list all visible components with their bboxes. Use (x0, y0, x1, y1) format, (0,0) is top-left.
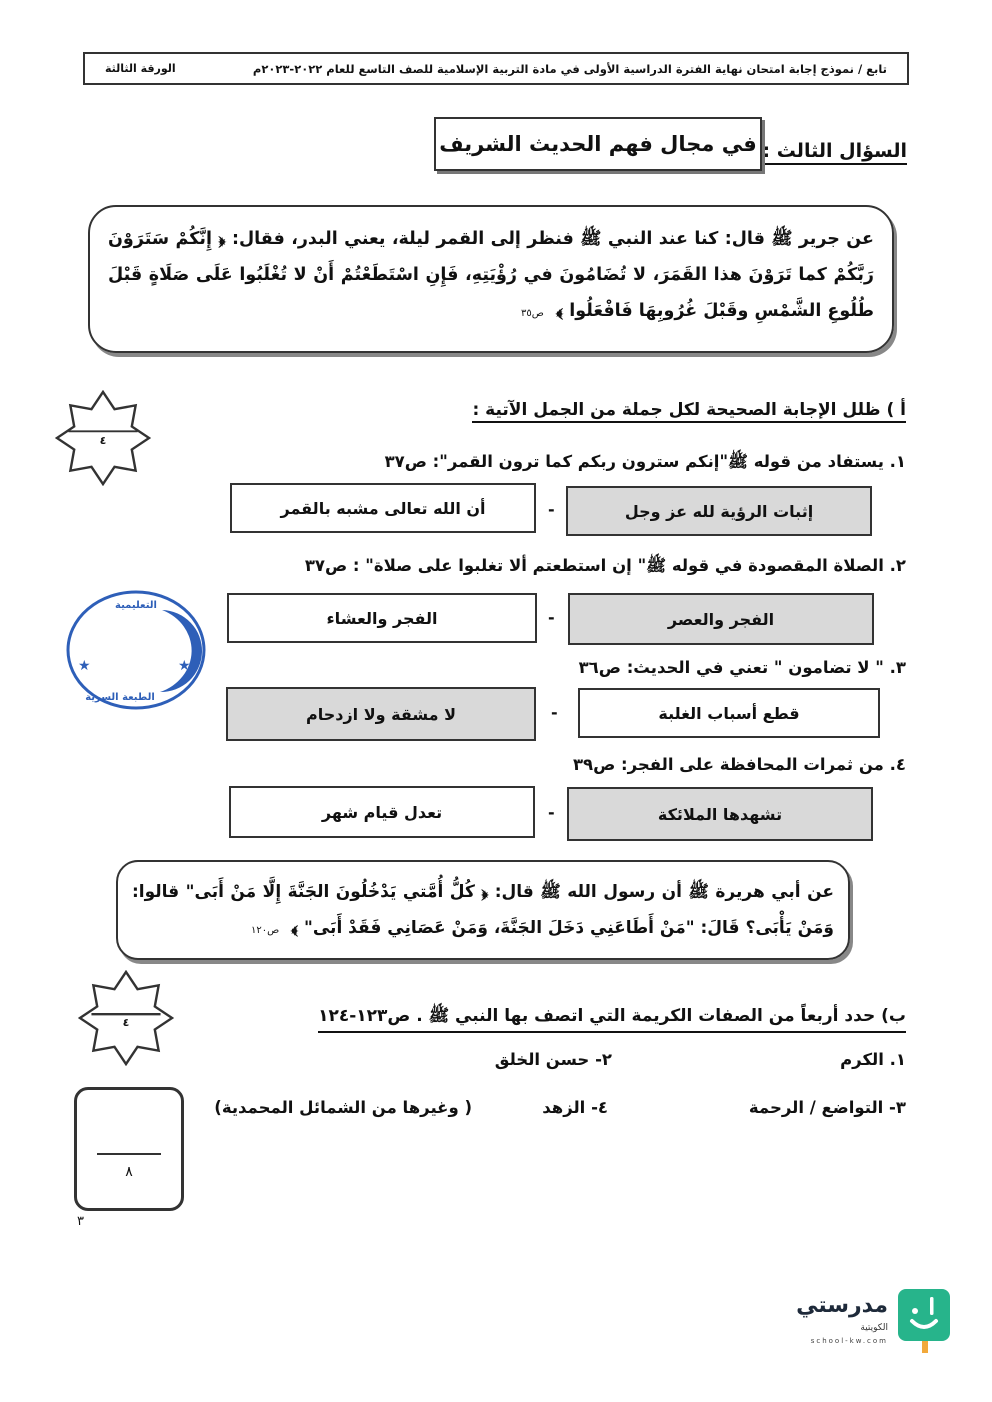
smile-logo-icon (898, 1289, 950, 1341)
score-value: ٤ (122, 1016, 130, 1029)
section-a-title: أ ) ظلل الإجابة الصحيحة لكل جملة من الجمل الآتية : (472, 400, 906, 423)
item-question: ٣. " لا تضامون " تعني في الحديث: ص٣٦ (578, 658, 906, 677)
answer-item: ١. الكرم (840, 1050, 906, 1069)
score-star-b (78, 970, 174, 1070)
hadith-text: عن جرير ﷺ قال: كنا عند النبي ﷺ فنظر إلى القمر ليلة، يعني البدر، فقال: ﴿ إِنَّكُمْ سَتَرَوْنَ رَبَّكُمْ كما تَرَوْنَ هذا القَمَرَ، لا تُضَامُونَ في رُؤْيَتِهِ، فَإِنِ اسْتَطَعْتُمْ أَنْ لا تُغْلَبُوا عَلَى صَلَاةٍ قَبْلَ طُلُوعِ الشَّمْسِ وقَبْلَ غُرُوبِهَا فَافْعَلُوا ﴾ (108, 229, 874, 321)
option[interactable]: الفجر والعشاء (227, 593, 537, 643)
answer-item: ٤- الزهد (542, 1098, 608, 1117)
option-correct[interactable]: إثبات الرؤية لله عز وجل (566, 486, 872, 536)
divider (97, 1153, 161, 1155)
star-icon: ★ (178, 658, 191, 674)
score-star-a (55, 390, 151, 490)
separator: - (548, 608, 555, 627)
answer-item: ٣- التواضع / الرحمة (748, 1098, 906, 1117)
total-score-box (74, 1087, 184, 1211)
option-correct[interactable]: تشهدها الملائكة (567, 787, 873, 841)
option[interactable]: قطع أسباب الغلبة (578, 688, 880, 738)
item-question: ٢. الصلاة المقصودة في قوله ﷺ" إن استطعتم ألا تغلبوا على صلاة" : ص٣٧ (304, 556, 906, 575)
exam-title: تابع / نموذج إجابة امتحان نهاية الفترة الدراسية الأولى في مادة التربية الإسلامية للصف التاسع للعام ٢٠٢٢-٢٠٢٣م (252, 61, 887, 76)
score-value: ٤ (99, 434, 107, 447)
hadith-box-2 (116, 860, 850, 960)
star-icon: ★ (78, 658, 91, 674)
option-correct[interactable]: الفجر والعصر (568, 593, 874, 645)
hadith-text: عن أبي هريرة ﷺ أن رسول الله ﷺ قال: ﴿ كُلُّ أُمَّتي يَدْخُلُونَ الجَنَّةَ إِلَّا مَنْ أَبَى" قالوا: وَمَنْ يَأْبَى؟ قَالَ: "مَنْ أَطَاعَنِي دَخَلَ الجَنَّةَ، وَمَنْ عَصَانِي فَقَدْ أَبَى" ﴾ (132, 882, 834, 938)
svg-text:التعليمية: التعليمية (115, 600, 157, 611)
item-question: ٤. من ثمرات المحافظة على الفجر: ص٣٩ (572, 755, 906, 774)
svg-text:الطبعة السرية: الطبعة السرية (85, 692, 155, 703)
item-question: ١. يستفاد من قوله ﷺ"إنكم سترون ربكم كما ترون القمر": ص٣٧ (384, 452, 906, 471)
exam-header (83, 52, 909, 85)
madrasati-logo (795, 1285, 950, 1361)
answer-item: ٢- حسن الخلق (494, 1050, 612, 1069)
question-topic: في مجال فهم الحديث الشريف (434, 117, 762, 171)
separator: - (551, 703, 558, 722)
section-b-title: ب) حدد أربعاً من الصفات الكريمة التي اتصف بها النبي ﷺ . ص١٢٣-١٢٤ (318, 1005, 906, 1033)
sheet-label: الورقة الثالثة (105, 62, 176, 75)
page-number: ٣ (77, 1214, 84, 1229)
answer-note: ( وغيرها من الشمائل المحمدية) (214, 1098, 472, 1117)
total-score: ٨ (125, 1164, 133, 1180)
option[interactable]: تعدل قيام شهر (229, 786, 535, 838)
logo-url: school-kw.com (810, 1337, 888, 1345)
logo-name: مدرستي (796, 1293, 888, 1318)
hadith-ref: ص١٢٠ (250, 925, 280, 936)
separator: - (548, 803, 555, 822)
hadith-ref: ص٣٥ (521, 308, 544, 319)
logo-sub: الكويتية (860, 1323, 888, 1333)
separator: - (548, 500, 555, 519)
option[interactable]: أن الله تعالى مشبه بالقمر (230, 483, 536, 533)
official-stamp (62, 588, 210, 712)
hadith-box-1 (88, 205, 894, 353)
question-label: السؤال الثالث : (762, 140, 907, 165)
option-correct[interactable]: لا مشقة ولا ازدحام (226, 687, 536, 741)
